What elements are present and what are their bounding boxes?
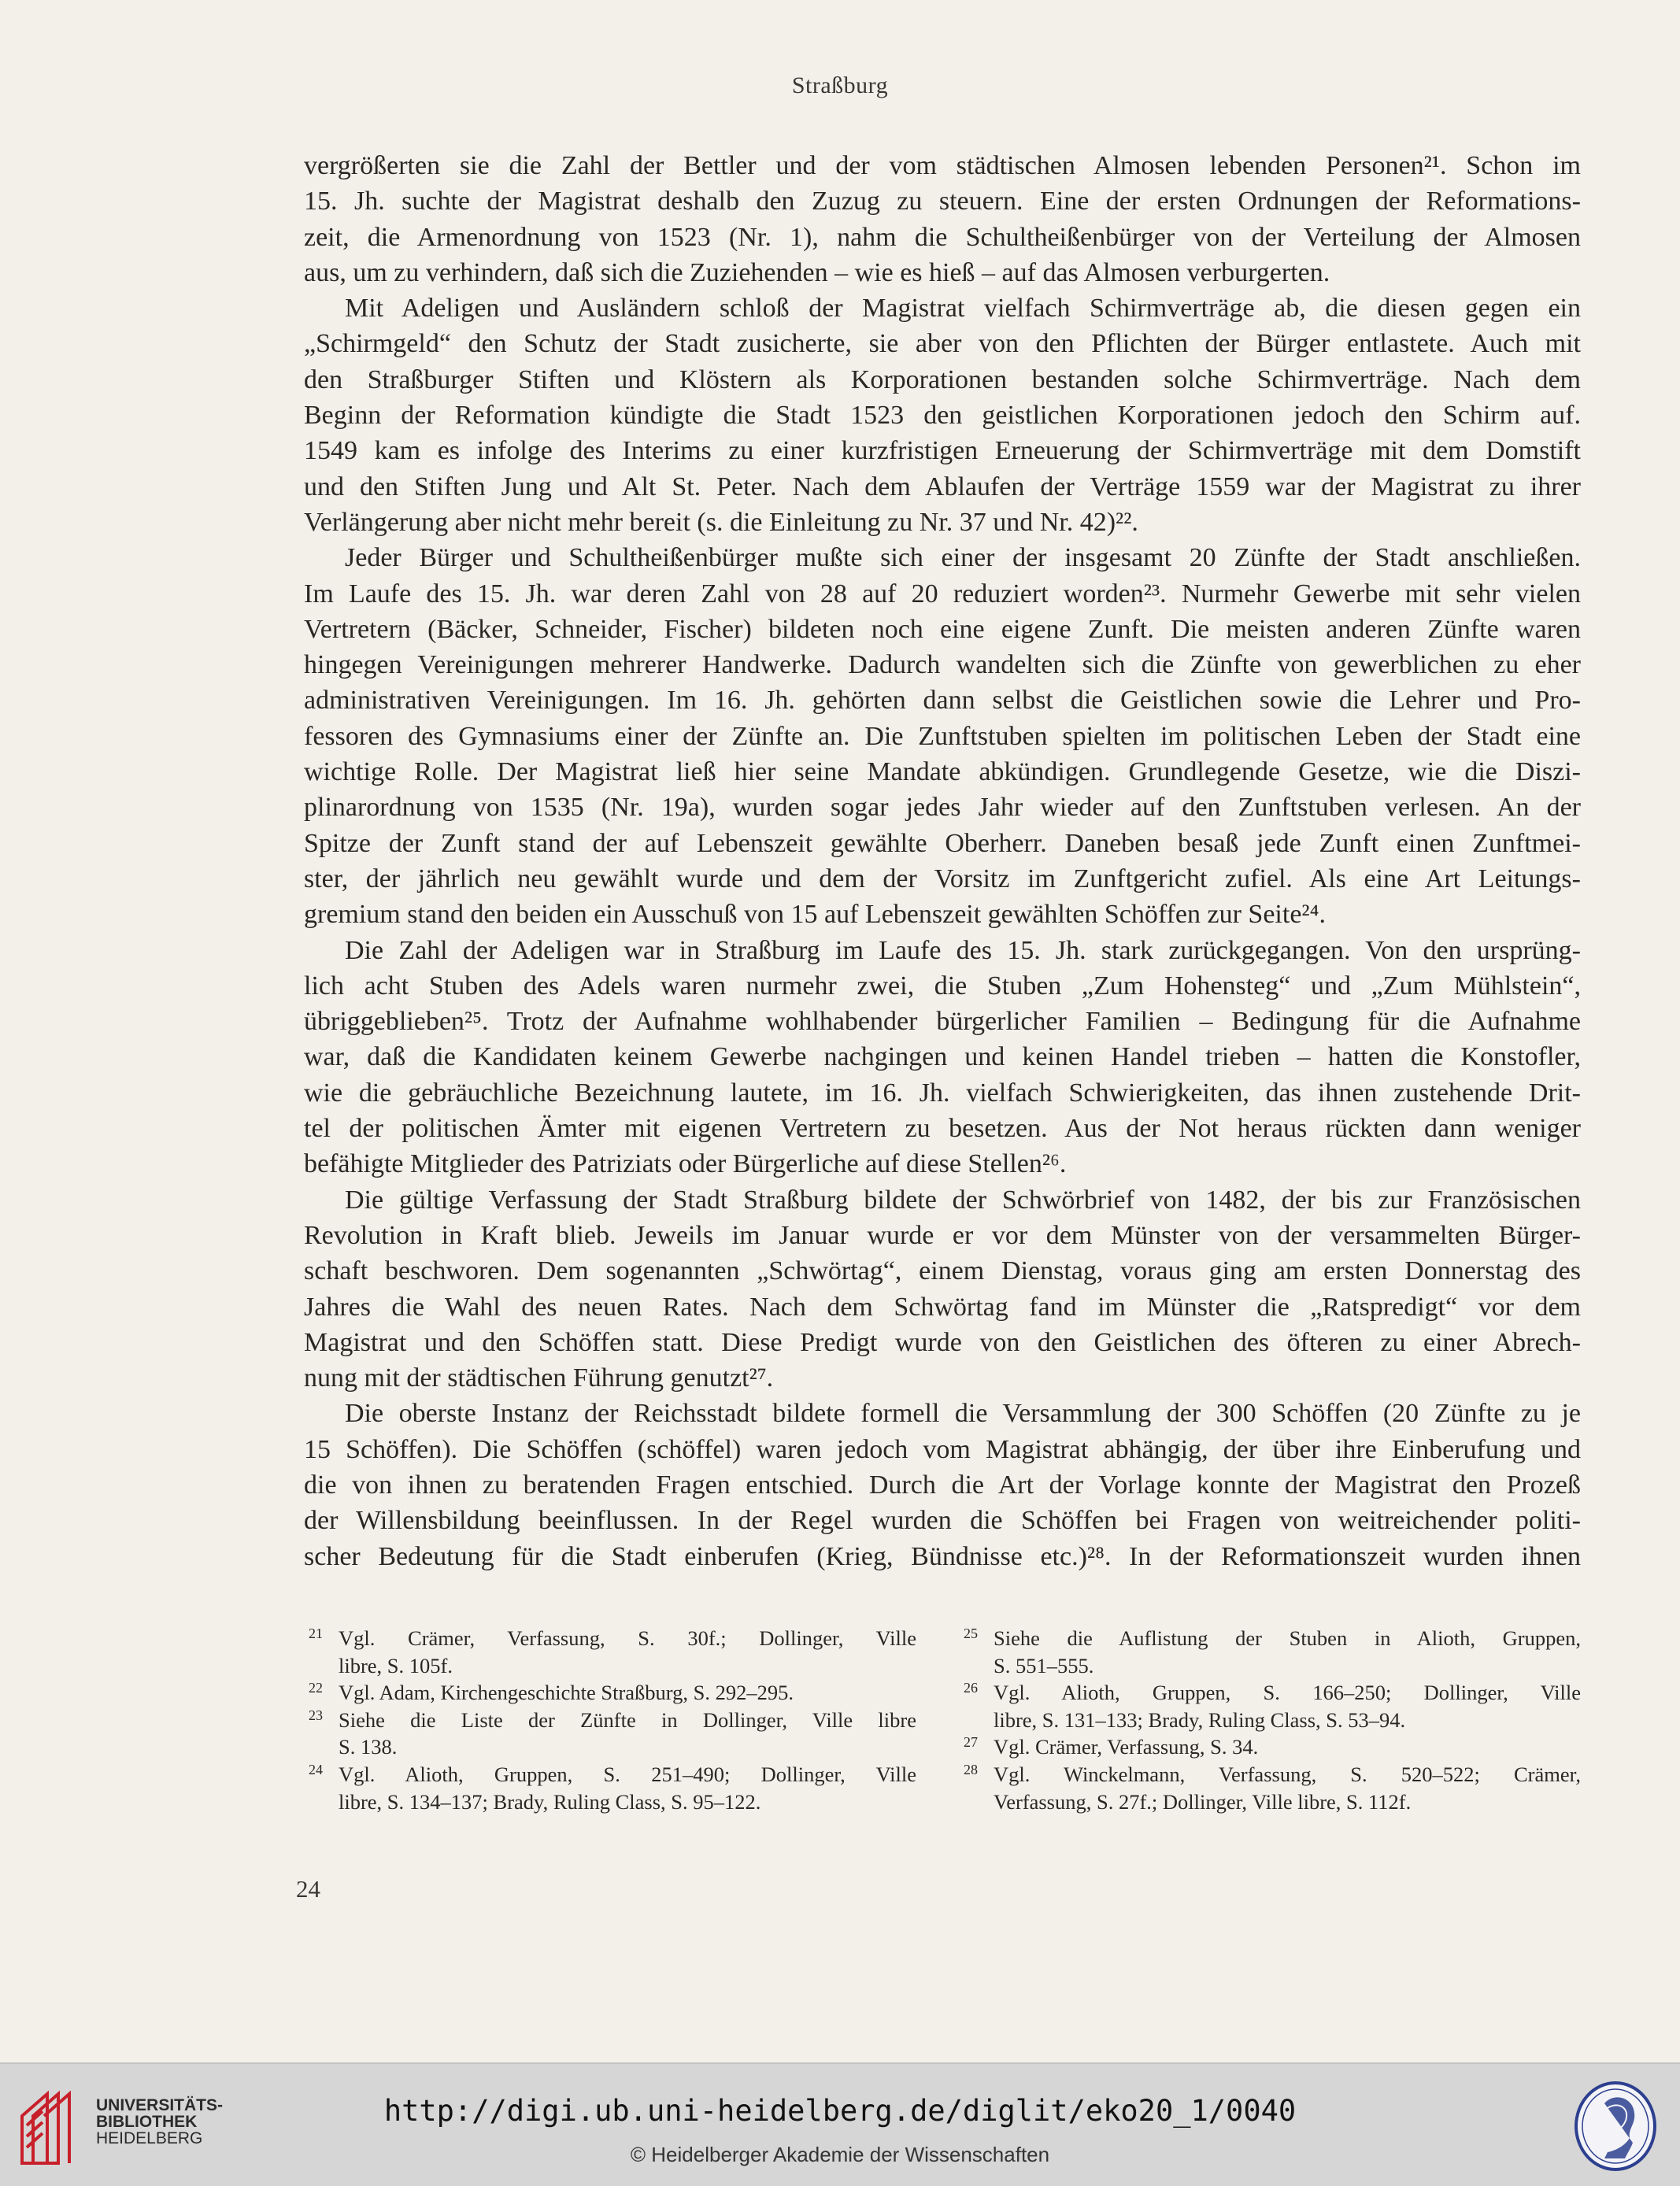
body-line: wichtige Rolle. Der Magistrat ließ hier seine Mandate abkündigen. Grundlegende Gesetze, wie die Diszi- bbox=[304, 757, 1581, 787]
footnote-line: Vgl. Crämer, Verfassung, S. 30f.; Dollinger, Ville bbox=[339, 1626, 916, 1650]
footnotes-left-column bbox=[304, 1625, 916, 1815]
body-line: 15 Schöffen). Die Schöffen (schöffel) waren jedoch vom Magistrat abhängig, der über ihre Einberufung und bbox=[304, 1434, 1581, 1464]
body-text bbox=[304, 148, 1581, 1574]
footnote bbox=[304, 1679, 916, 1707]
footnote-line: Vgl. Winckelmann, Verfassung, S. 520–522; Crämer, bbox=[994, 1762, 1581, 1786]
body-line: tel der politischen Ämter mit eigenen Vertretern zu besetzen. Aus der Not heraus rückten dann weniger bbox=[304, 1114, 1581, 1144]
body-line: befähigte Mitglieder des Patriziats oder Bürgerliche auf diese Stellen²⁶. bbox=[304, 1149, 1067, 1179]
body-line: hingegen Vereinigungen mehrerer Handwerke. Dadurch wandelten sich die Zünfte von gewerblichen zu eher bbox=[304, 650, 1581, 680]
body-line: Jeder Bürger und Schultheißenbürger mußte sich einer der insgesamt 20 Zünfte der Stadt anschließen. bbox=[345, 543, 1581, 573]
body-line: vergrößerten sie die Zahl der Bettler und der vom städtischen Almosen lebenden Personen²¹. Schon im bbox=[304, 151, 1581, 180]
body-line: Revolution in Kraft blieb. Jeweils im Januar wurde er vor dem Münster von der versammelten Bürger- bbox=[304, 1220, 1581, 1250]
body-line: wie die gebräuchliche Bezeichnung lautete, im 16. Jh. vielfach Schwierigkeiten, das ihnen zustehende Drit- bbox=[304, 1078, 1581, 1108]
body-line: Die gültige Verfassung der Stadt Straßburg bildete der Schwörbrief von 1482, der bis zur Französischen bbox=[345, 1185, 1581, 1215]
viewer-footer-bar bbox=[0, 2062, 1680, 2186]
body-line: administrativen Vereinigungen. Im 16. Jh. gehörten dann selbst die Geistlichen sowie die Lehrer und Pro- bbox=[304, 686, 1581, 716]
body-line: Jahres die Wahl des neuen Rates. Nach dem Schwörtag fand im Münster die „Ratspredigt“ vor dem bbox=[304, 1292, 1581, 1322]
body-line: Beginn der Reformation kündigte die Stadt 1523 den geistlichen Korporationen jedoch den Schirm auf. bbox=[304, 401, 1581, 431]
footnote-number: 28 bbox=[964, 1761, 978, 1777]
footnote-line: Vgl. Alioth, Gruppen, S. 166–250; Dollinger, Ville bbox=[994, 1681, 1581, 1705]
body-line: Mit Adeligen und Ausländern schloß der Magistrat vielfach Schirmverträge ab, die diesen gegen ein bbox=[345, 294, 1581, 324]
body-line: Die Zahl der Adeligen war in Straßburg im Laufe des 15. Jh. stark zurückgegangen. Von den ursprüng- bbox=[345, 935, 1581, 965]
footnote-number: 21 bbox=[309, 1626, 323, 1641]
body-line: war, daß die Kandidaten keinem Gewerbe nachgingen und keinen Handel trieben – hatten die Konstofler, bbox=[304, 1042, 1581, 1072]
footnote-number: 22 bbox=[309, 1680, 323, 1696]
body-line: nung mit der städtischen Führung genutzt²⁷. bbox=[304, 1363, 774, 1393]
body-line: übriggeblieben²⁵. Trotz der Aufnahme wohlhabender bürgerlicher Familien – Bedingung für die Aufnahme bbox=[304, 1007, 1581, 1037]
body-line: fessoren des Gymnasiums einer der Zünfte an. Die Zunftstuben spielten im politischen Leben der Stadt eine bbox=[304, 721, 1581, 751]
footnote bbox=[959, 1733, 1581, 1761]
body-line: 1549 kam es infolge des Interims zu einer kurzfristigen Erneuerung der Schirmverträge mit dem Domstift bbox=[304, 436, 1581, 466]
body-line: Vertretern (Bäcker, Schneider, Fischer) bildeten noch eine eigene Zunft. Die meisten anderen Zünfte waren bbox=[304, 614, 1581, 644]
body-line: gremium stand den beiden ein Ausschuß von 15 auf Lebenszeit gewählten Schöffen zur Seite²⁴. bbox=[304, 900, 1326, 930]
footnote-line: Siehe die Liste der Zünfte in Dollinger, Ville libre bbox=[339, 1707, 916, 1732]
footnote-line: Siehe die Auflistung der Stuben in Alioth, Gruppen, bbox=[994, 1626, 1581, 1650]
footnote bbox=[304, 1761, 916, 1815]
body-line: lich acht Stuben des Adels waren nurmehr zwei, die Stuben „Zum Hohensteg“ und „Zum Mühlstein“, bbox=[304, 971, 1581, 1001]
body-line: ster, der jährlich neu gewählt wurde und dem der Vorsitz im Zunftgericht zufiel. Als eine Art Leitungs- bbox=[304, 864, 1581, 893]
body-line: Verlängerung aber nicht mehr bereit (s. die Einleitung zu Nr. 37 und Nr. 42)²². bbox=[304, 507, 1138, 537]
footnote bbox=[959, 1679, 1581, 1733]
body-line: der Willensbildung beeinflussen. In der Regel wurden die Schöffen bei Fragen von weitreichender politi- bbox=[304, 1506, 1581, 1536]
footnote bbox=[304, 1707, 916, 1761]
body-line: 15. Jh. suchte der Magistrat deshalb den Zuzug zu steuern. Eine der ersten Ordnungen der Reformations- bbox=[304, 187, 1581, 216]
body-line: Spitze der Zunft stand der auf Lebenszeit gewählte Oberherr. Daneben besaß jede Zunft einen Zunftmei- bbox=[304, 828, 1581, 858]
body-line: scher Bedeutung für die Stadt einberufen (Krieg, Bündnisse etc.)²⁸. In der Reformationszeit wurden ihnen bbox=[304, 1541, 1581, 1571]
footnote-line: S. 138. bbox=[339, 1735, 398, 1759]
footnote-line: libre, S. 134–137; Brady, Ruling Class, S. 95–122. bbox=[339, 1789, 761, 1814]
footnote-number: 26 bbox=[964, 1680, 978, 1696]
footnote-line: libre, S. 131–133; Brady, Ruling Class, S. 53–94. bbox=[994, 1707, 1406, 1732]
body-line: zeit, die Armenordnung von 1523 (Nr. 1), nahm die Schultheißenbürger von der Verteilung der Almosen bbox=[304, 222, 1581, 252]
footnote-line: Vgl. Crämer, Verfassung, S. 34. bbox=[994, 1735, 1259, 1759]
body-line: „Schirmgeld“ den Schutz der Stadt zusicherte, sie aber von den Pflichten der Bürger entlastete. Auch mit bbox=[304, 329, 1581, 359]
footnotes-right-column bbox=[959, 1625, 1581, 1815]
page-number: 24 bbox=[296, 1875, 320, 1903]
footnote bbox=[959, 1761, 1581, 1815]
footnote-line: Vgl. Adam, Kirchengeschichte Straßburg, S. 292–295. bbox=[339, 1681, 794, 1705]
body-line: plinarordnung von 1535 (Nr. 19a), wurden sogar jedes Jahr wieder auf den Zunftstuben verlesen. An der bbox=[304, 793, 1581, 823]
footnote-line: S. 551–555. bbox=[994, 1653, 1094, 1677]
body-line: schaft beschworen. Dem sogenannten „Schwörtag“, einem Dienstag, voraus ging am ersten Donnerstag des bbox=[304, 1256, 1581, 1286]
body-line: Magistrat und den Schöffen statt. Diese Predigt wurde von den Geistlichen des öfteren zu einer Abrech- bbox=[304, 1327, 1581, 1357]
copyright-notice: © Heidelberger Akademie der Wissenschaften bbox=[630, 2143, 1050, 2166]
body-line: und den Stiften Jung und Alt St. Peter. Nach dem Ablaufen der Verträge 1559 war der Magistrat zu ihrer bbox=[304, 472, 1581, 501]
library-name-line: HEIDELBERG bbox=[96, 2129, 203, 2147]
footnote-line: Vgl. Alioth, Gruppen, S. 251–490; Dollinger, Ville bbox=[339, 1762, 916, 1786]
footnote-line: libre, S. 105f. bbox=[339, 1653, 453, 1677]
body-line: den Straßburger Stiften und Klöstern als Korporationen bestanden solche Schirmverträge. Nach dem bbox=[304, 364, 1581, 394]
permalink-url[interactable]: http://digi.ub.uni-heidelberg.de/diglit/eko20_1/0040 bbox=[383, 2094, 1297, 2128]
body-line: die von ihnen zu beratenden Fragen entschied. Durch die Art der Vorlage konnte der Magistrat den Prozeß bbox=[304, 1470, 1581, 1500]
footnote-number: 27 bbox=[964, 1734, 978, 1751]
footnote-number: 25 bbox=[964, 1626, 978, 1641]
footnote-number: 23 bbox=[309, 1707, 323, 1723]
library-name-line: UNIVERSITÄTS- bbox=[96, 2096, 224, 2114]
body-line: Im Laufe des 15. Jh. war deren Zahl von 28 auf 20 reduziert worden²³. Nurmehr Gewerbe mit sehr vielen bbox=[304, 579, 1581, 608]
footnote-line: Verfassung, S. 27f.; Dollinger, Ville libre, S. 112f. bbox=[994, 1789, 1412, 1814]
running-head: Straßburg bbox=[791, 72, 889, 98]
footnote bbox=[959, 1625, 1581, 1679]
footnote-number: 24 bbox=[309, 1761, 323, 1777]
academy-seal-icon[interactable] bbox=[1573, 2080, 1658, 2173]
footnote bbox=[304, 1625, 916, 1679]
body-line: Die oberste Instanz der Reichsstadt bildete formell die Versammlung der 300 Schöffen (20 Zünfte zu je bbox=[345, 1399, 1581, 1429]
body-line: aus, um zu verhindern, daß sich die Zuziehenden – wie es hieß – auf das Almosen verburgerten. bbox=[304, 257, 1330, 287]
library-name-line: BIBLIOTHEK bbox=[96, 2113, 198, 2131]
